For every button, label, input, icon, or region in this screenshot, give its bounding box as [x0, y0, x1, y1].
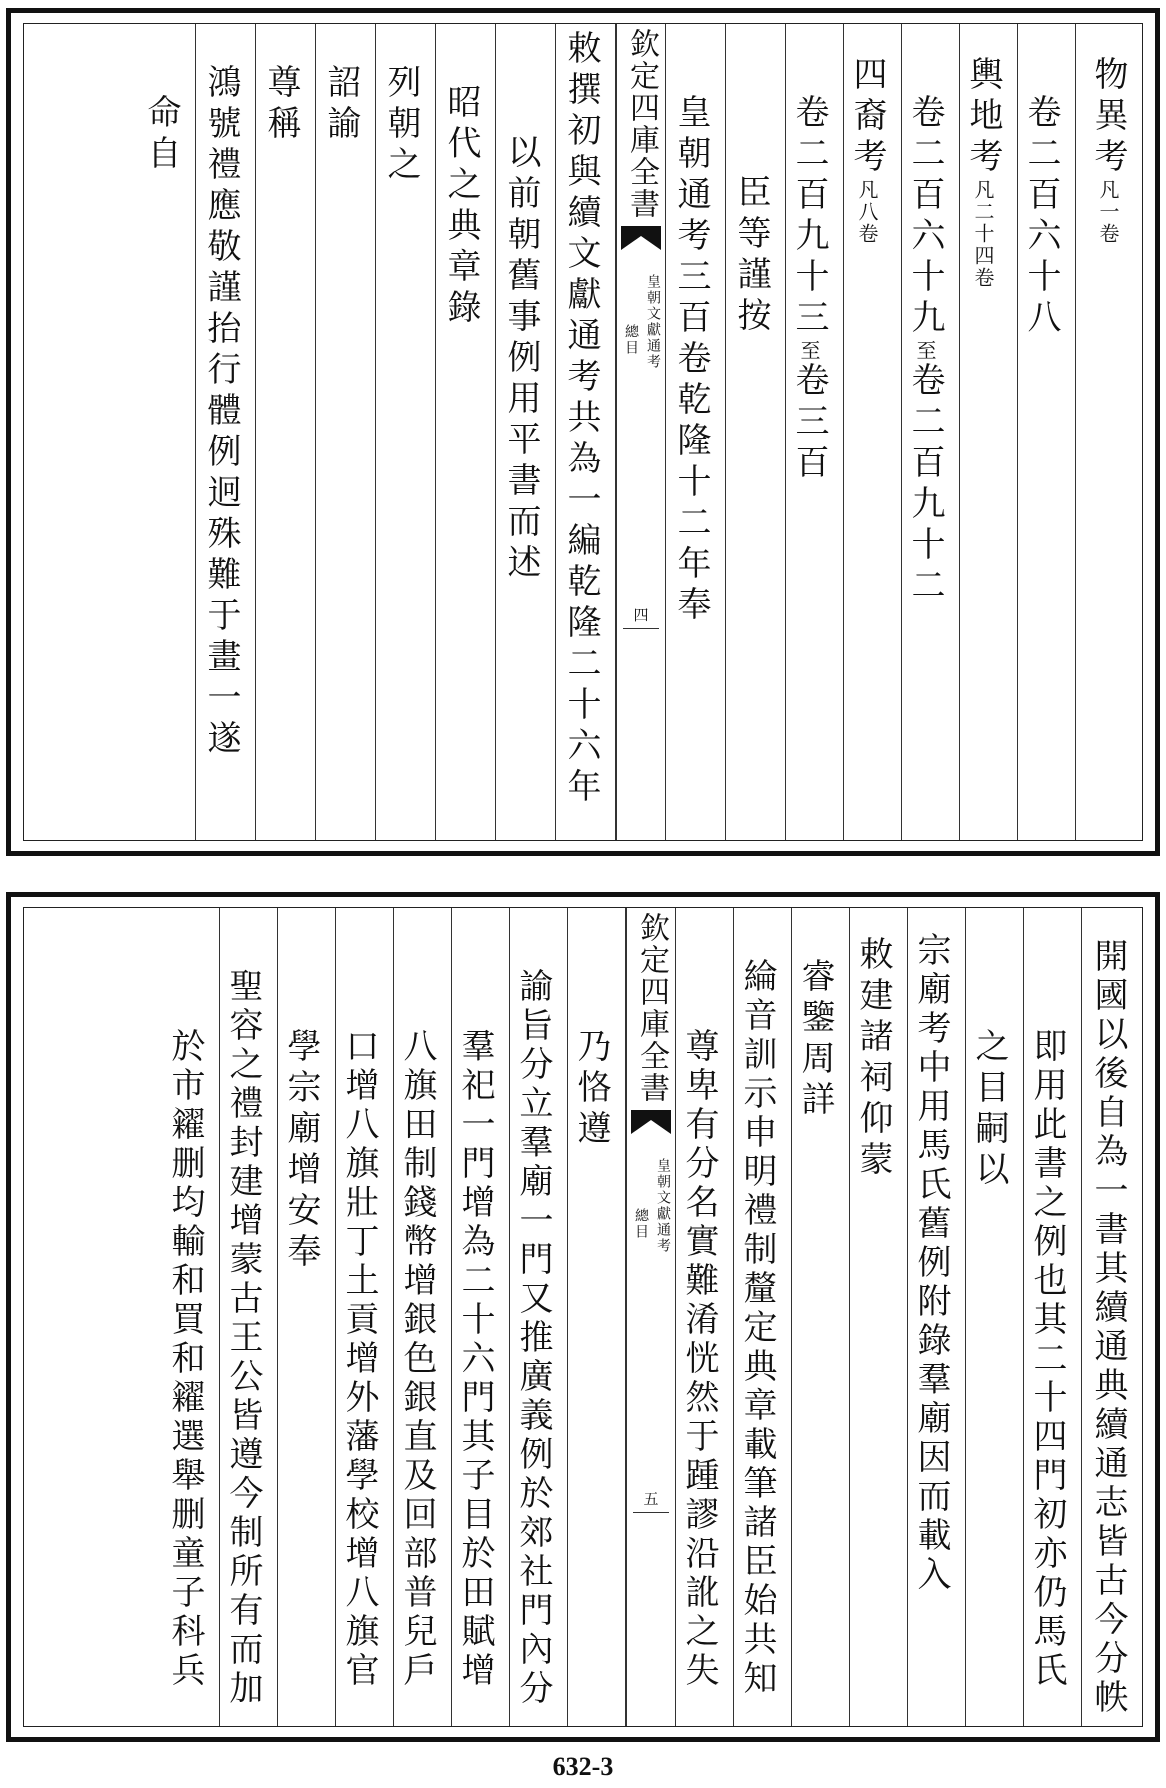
column-text: 乃恪遵	[571, 1028, 611, 1151]
fish-tail-mark-icon	[621, 226, 661, 250]
column-text: 輿地考	[963, 56, 1003, 179]
column-text: 四裔考	[847, 56, 887, 179]
column-text: 尊稱	[261, 64, 301, 146]
text-column	[1076, 24, 1142, 840]
column-text: 之目嗣以	[969, 1028, 1009, 1192]
gutter-subtitle: 皇朝文獻通考	[655, 1158, 671, 1254]
text-column	[220, 908, 278, 1726]
text-column	[376, 24, 436, 840]
column-text: 列朝之	[381, 64, 421, 187]
column-text: 學宗廟增安奉	[281, 1028, 321, 1274]
text-column	[256, 24, 316, 840]
column-note: 至	[913, 340, 937, 362]
column-text: 卷二百六十九	[905, 94, 945, 340]
column-text: 鴻號禮應敬謹抬行體例迥殊難于畫一遂	[201, 64, 241, 761]
text-column	[902, 24, 960, 840]
text-column	[452, 908, 510, 1726]
scan-page-number: 632-3	[552, 1752, 614, 1781]
column-text: 卷二百九十三	[789, 94, 829, 340]
gutter-book-title: 欽定四庫全書	[624, 28, 659, 220]
gutter-rule	[623, 628, 659, 629]
column-note: 凡一卷	[1096, 179, 1120, 245]
column-text: 卷二百九十二	[905, 362, 945, 608]
gutter-subtitle: 皇朝文獻通考	[645, 274, 661, 370]
column-text: 昭代之典章錄	[441, 84, 481, 330]
text-column	[792, 908, 850, 1726]
text-column	[568, 908, 626, 1726]
gutter-book-title: 欽定四庫全書	[634, 912, 669, 1104]
column-text: 卷二百六十八	[1021, 94, 1061, 340]
bottom-page	[6, 892, 1160, 1742]
column-text: 宗廟考中用馬氏舊例附錄羣廟因而載入	[911, 932, 951, 1595]
gutter-section: 總目	[633, 1208, 649, 1240]
text-column	[196, 24, 256, 840]
column-text: 詔諭	[321, 64, 361, 146]
text-column	[510, 908, 568, 1726]
column-text: 敕建諸祠仰蒙	[853, 936, 893, 1182]
text-column	[394, 908, 452, 1726]
column-text: 皇朝通考三百卷乾隆十二年奉	[671, 94, 711, 627]
text-column	[666, 24, 726, 840]
text-column	[676, 908, 734, 1726]
text-column	[162, 908, 220, 1726]
column-text: 開國以後自為一書其續通典續通志皆古今分帙	[1088, 938, 1128, 1718]
text-column	[726, 24, 786, 840]
text-column	[960, 24, 1018, 840]
column-note: 凡八卷	[855, 179, 879, 245]
column-text: 綸音訓示申明禮制釐定典章載筆諸臣始共知	[737, 958, 777, 1699]
column-text: 卷三百	[789, 362, 829, 485]
fish-tail-mark-icon	[631, 1110, 671, 1134]
text-column	[850, 908, 908, 1726]
text-column	[436, 24, 496, 840]
column-text: 八旗田制錢幣增銀色銀直及回部普兒戶	[397, 1028, 437, 1691]
column-text: 臣等謹按	[731, 174, 771, 338]
text-column	[136, 24, 196, 840]
text-column	[786, 24, 844, 840]
center-gutter	[616, 24, 666, 840]
text-column	[316, 24, 376, 840]
column-text: 諭旨分立羣廟一門又推廣義例於郊社門內分	[513, 968, 553, 1709]
top-page-frame	[23, 23, 1143, 841]
column-text: 於市糴删均輸和買和糴選舉删童子科兵	[165, 1028, 205, 1691]
text-column	[1082, 908, 1142, 1726]
text-column	[844, 24, 902, 840]
gutter-rule	[633, 1512, 669, 1513]
top-page	[6, 8, 1160, 856]
column-text: 睿鑒周詳	[795, 958, 835, 1122]
column-text: 口增八旗壯丁土貢增外藩學校增八旗官	[339, 1028, 379, 1691]
column-text: 羣祀一門增為二十六門其子目於田賦增	[455, 1028, 495, 1691]
text-column	[496, 24, 556, 840]
text-column	[1018, 24, 1076, 840]
bottom-page-frame	[23, 907, 1143, 1727]
text-column	[556, 24, 616, 840]
column-text: 以前朝舊事例用平書而述	[501, 134, 541, 585]
center-gutter	[626, 908, 676, 1726]
text-column	[1024, 908, 1082, 1726]
column-text: 即用此書之例也其二十四門初亦仍馬氏	[1027, 1028, 1067, 1691]
gutter-section: 總目	[623, 324, 639, 356]
column-text: 命自	[141, 94, 181, 176]
text-column	[908, 908, 966, 1726]
column-text: 物異考	[1088, 56, 1128, 179]
column-text: 聖容之禮封建增蒙古王公皆遵今制所有而加	[223, 968, 263, 1709]
text-column	[966, 908, 1024, 1726]
column-text: 尊卑有分名實難淆恍然于踵謬沿訛之失	[679, 1028, 719, 1691]
text-column	[734, 908, 792, 1726]
column-note: 凡二十四卷	[971, 179, 995, 289]
text-column	[278, 908, 336, 1726]
column-text: 敕撰初與續文獻通考共為一編乾隆二十六年	[561, 30, 601, 809]
text-column	[336, 908, 394, 1726]
column-note: 至	[797, 340, 821, 362]
gutter-page-number: 五	[643, 1490, 659, 1508]
gutter-page-number: 四	[633, 606, 649, 624]
